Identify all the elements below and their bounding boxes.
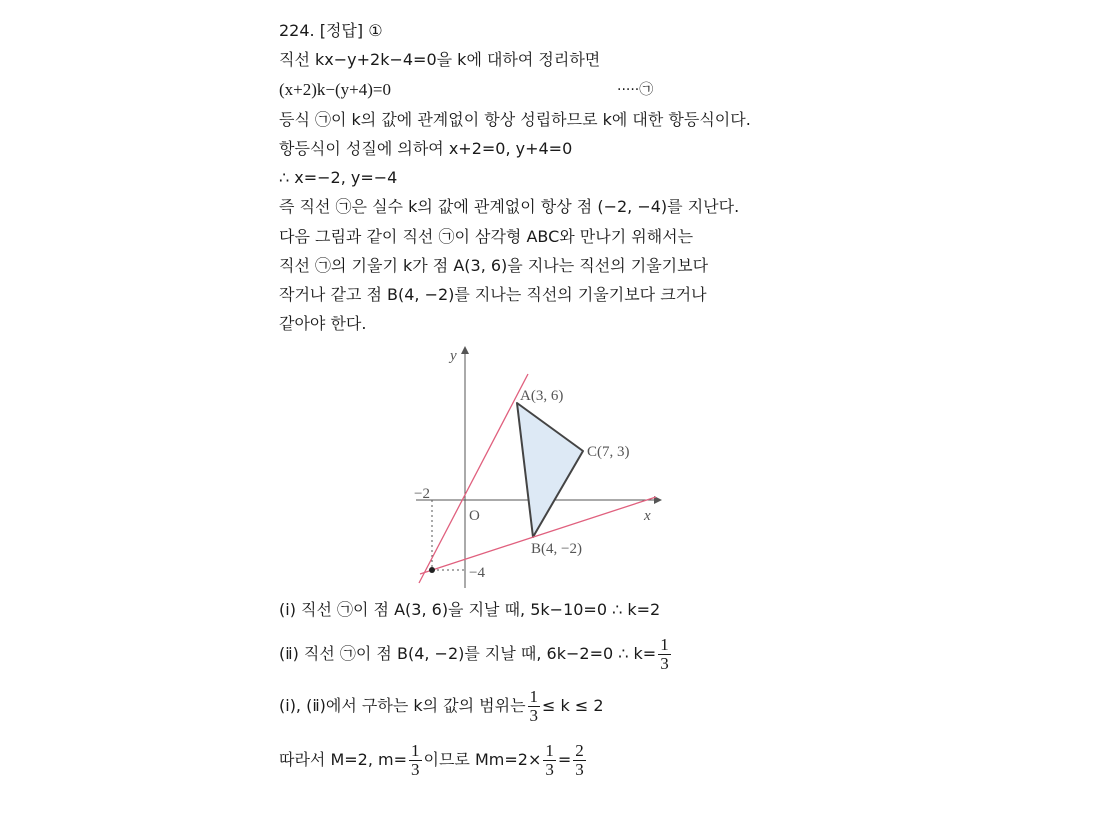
fixed-point-marker — [429, 567, 435, 573]
final-text-c: = — [557, 750, 572, 769]
triangle-abc — [517, 403, 583, 537]
fraction-numerator: 1 — [411, 740, 420, 760]
fraction-denominator: 3 — [545, 759, 554, 779]
text-line-3: 항등식이 성질에 의하여 x+2=0, y+4=0 — [279, 139, 573, 158]
tick-y-label: −4 — [469, 565, 485, 581]
fraction-numerator: 1 — [529, 686, 539, 706]
case-3-text: (ⅰ), (ⅱ)에서 구하는 k의 값의 범위는 — [279, 696, 526, 715]
fraction-one-third-b — [528, 688, 541, 725]
text-line-9: 같아야 한다. — [279, 314, 367, 333]
fraction-numerator: 1 — [545, 740, 554, 760]
case-3-range: ≤ k ≤ 2 — [542, 696, 604, 715]
point-a-label: A(3, 6) — [520, 388, 564, 404]
case-3-row — [279, 684, 604, 728]
text-line-1: 직선 kx−y+2k−4=0을 k에 대하여 정리하면 — [279, 50, 601, 69]
y-axis-label: y — [450, 348, 457, 364]
fraction-one-third-a — [658, 636, 671, 673]
text-line-8: 작거나 같고 점 B(4, −2)를 지나는 직선의 기울기보다 크거나 — [279, 285, 707, 304]
fraction-one-third-c — [409, 742, 422, 779]
equation-marker: ·····㉠ — [617, 82, 654, 98]
point-c-label: C(7, 3) — [587, 444, 630, 460]
case-2-text: (ⅱ) 직선 ㉠이 점 B(4, −2)를 지날 때, 6k−2=0 ∴ k= — [279, 644, 657, 663]
point-b-label: B(4, −2) — [531, 541, 582, 557]
fraction-one-third-d — [543, 742, 556, 779]
fraction-denominator: 3 — [575, 759, 584, 779]
final-row — [279, 738, 588, 782]
equation-1: (x+2)k−(y+4)=0 — [279, 80, 391, 99]
final-text-b: 이므로 Mm=2× — [423, 750, 542, 769]
text-line-5: 즉 직선 ㉠은 실수 k의 값에 관계없이 항상 점 (−2, −4)를 지난다. — [279, 197, 740, 216]
fraction-numerator: 2 — [575, 740, 584, 760]
problem-header: 224. [정답] ① — [279, 21, 383, 40]
text-line-4: ∴ x=−2, y=−4 — [279, 168, 398, 187]
case-1: (ⅰ) 직선 ㉠이 점 A(3, 6)을 지날 때, 5k−10=0 ∴ k=2 — [279, 600, 661, 619]
coordinate-figure — [398, 342, 678, 592]
text-line-7: 직선 ㉠의 기울기 k가 점 A(3, 6)을 지나는 직선의 기울기보다 — [279, 256, 709, 275]
x-axis-label: x — [644, 508, 651, 524]
fraction-denominator: 3 — [529, 705, 539, 725]
fraction-denominator: 3 — [411, 759, 420, 779]
fraction-numerator: 1 — [660, 634, 669, 654]
fraction-denominator: 3 — [660, 653, 669, 673]
text-line-2: 등식 ㉠이 k의 값에 관계없이 항상 성립하므로 k에 대한 항등식이다. — [279, 110, 751, 129]
text-line-6: 다음 그림과 같이 직선 ㉠이 삼각형 ABC와 만나기 위해서는 — [279, 227, 694, 246]
final-text-a: 따라서 M=2, m= — [279, 750, 408, 769]
line-through-a — [419, 374, 528, 583]
fraction-two-thirds — [573, 742, 586, 779]
case-2-row — [279, 632, 673, 676]
tick-x-label: −2 — [414, 486, 430, 502]
origin-label: O — [469, 508, 480, 524]
